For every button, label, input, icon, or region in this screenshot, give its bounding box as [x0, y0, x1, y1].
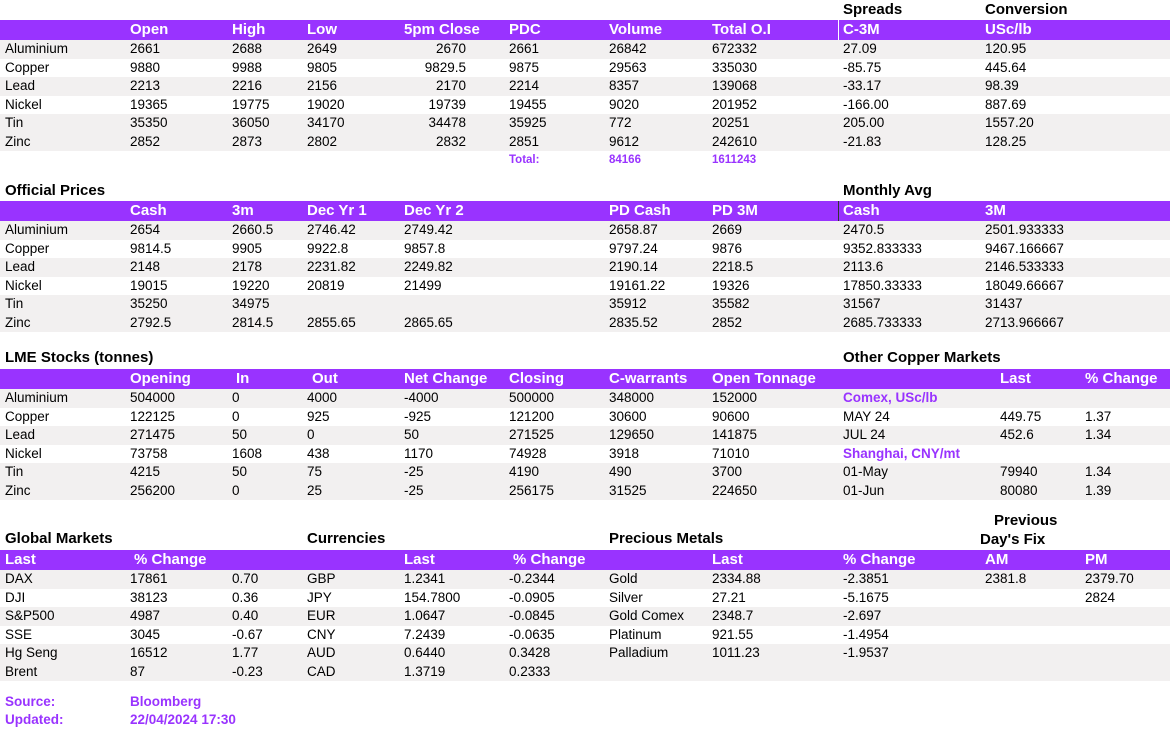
metals-cell-c-3m: -85.75: [843, 59, 882, 75]
stocks-cell-in: 0: [232, 482, 240, 498]
official-cell-metal: Nickel: [5, 277, 42, 293]
fix-cell-pm: 2379.70: [1085, 571, 1134, 586]
col-in: In: [236, 370, 250, 387]
source-label: Source:: [5, 694, 56, 709]
source-value: Bloomberg: [130, 694, 202, 709]
global-cell-index: SSE: [5, 626, 33, 642]
stocks-cell-opening: 271475: [130, 427, 176, 442]
official-cell-pd-3m: 9876: [712, 240, 743, 256]
metals-cell-volume: 9020: [609, 96, 640, 112]
precious-cell-change: -5.1675: [843, 589, 889, 605]
fix-cell-pm: 2824: [1085, 589, 1116, 605]
col-pdc: PDC: [509, 21, 541, 38]
precious-cell-change: -2.697: [843, 608, 882, 623]
col-out: Out: [312, 370, 338, 387]
precious-cell-metal: Palladium: [609, 645, 669, 660]
fx-cell-currency: CAD: [307, 663, 336, 679]
global-cell-last: 16512: [130, 645, 168, 660]
metals-cell-pdc: 2851: [509, 133, 540, 149]
official-cell-monthly-3m: 18049.66667: [985, 277, 1064, 293]
stocks-cell-closing: 121200: [509, 408, 555, 424]
col-c-warrants: C-warrants: [609, 370, 688, 387]
precious-cell-metal: Gold Comex: [609, 608, 685, 623]
fx-cell-last: 1.2341: [404, 571, 446, 586]
metals-cell-total-oi: 335030: [712, 59, 758, 75]
official-cell-metal: Copper: [5, 240, 50, 256]
metals-cell-total-oi: 20251: [712, 115, 750, 130]
metals-cell-low: 2156: [307, 78, 338, 93]
global-cell-index: DAX: [5, 571, 33, 586]
official-cell-dec-yr-1: 2231.82: [307, 259, 356, 274]
stocks-cell-open-tonnage: 71010: [712, 445, 750, 461]
stocks-cell-closing: 4190: [509, 464, 540, 479]
official-cell-3m: 19220: [232, 277, 270, 293]
spreads-title: Spreads: [843, 1, 903, 18]
official-cell-pd-cash: 2658.87: [609, 222, 658, 237]
official-cell-cash: 35250: [130, 296, 168, 311]
stocks-cell-out: 75: [307, 464, 323, 479]
stocks-cell-out: 25: [307, 482, 323, 498]
stocks-cell-in: 0: [232, 408, 240, 424]
stocks-cell-open-tonnage: 3700: [712, 464, 743, 479]
metals-cell-open: 2661: [130, 41, 161, 56]
col-net-change: Net Change: [404, 370, 488, 387]
precious-cell-metal: Platinum: [609, 626, 662, 642]
global-cell-change: 0.36: [232, 589, 259, 605]
precious-cell-last: 1011.23: [712, 645, 760, 660]
fx-cell-currency: AUD: [307, 645, 336, 660]
metals-cell-metal: Aluminium: [5, 41, 69, 56]
fx-cell-change: 0.2333: [509, 663, 551, 679]
stocks-cell-in: 0: [232, 390, 240, 405]
metals-cell-open: 2213: [130, 78, 161, 93]
col-usc-lb: USc/lb: [985, 21, 1032, 38]
fx-cell-currency: JPY: [307, 589, 332, 605]
metals-cell-metal: Lead: [5, 78, 36, 93]
official-cell-monthly-cash: 17850.33333: [843, 277, 922, 293]
official-cell-pd-cash: 19161.22: [609, 277, 666, 293]
stocks-cell-c-warrants: 3918: [609, 445, 640, 461]
total-volume: 84166: [609, 154, 641, 166]
col-copper-change: % Change: [1085, 370, 1158, 387]
row-shade: [0, 644, 1170, 663]
official-cell-monthly-3m: 2713.966667: [985, 314, 1064, 330]
stocks-cell-out: 0: [307, 427, 315, 442]
official-cell-3m: 9905: [232, 240, 263, 256]
official-cell-cash: 9814.5: [130, 240, 172, 256]
official-cell-monthly-cash: 2685.733333: [843, 314, 922, 330]
global-cell-last: 17861: [130, 571, 168, 586]
header-divider: [838, 20, 839, 40]
col-fx-last: Last: [404, 551, 435, 568]
stocks-cell-c-warrants: 129650: [609, 427, 655, 442]
metals-cell-c-3m: 205.00: [843, 115, 885, 130]
global-cell-index: Hg Seng: [5, 645, 58, 660]
stocks-cell-in: 50: [232, 427, 248, 442]
copper-cell-last: 80080: [1000, 482, 1038, 498]
col-pd-cash: PD Cash: [609, 202, 671, 219]
metals-cell-low: 19020: [307, 96, 345, 112]
col-precious-last: Last: [712, 551, 743, 568]
official-cell-monthly-cash: 9352.833333: [843, 240, 922, 256]
official-cell-pd-3m: 2852: [712, 314, 743, 330]
global-cell-last: 38123: [130, 589, 168, 605]
metals-cell-high: 2873: [232, 133, 263, 149]
official-cell-dec-yr-1: 2746.42: [307, 222, 356, 237]
fx-cell-change: -0.0635: [509, 626, 555, 642]
official-cell-3m: 2814.5: [232, 314, 274, 330]
fx-cell-currency: CNY: [307, 626, 336, 642]
official-cell-cash: 2792.5: [130, 314, 172, 330]
metals-cell-close: 2170: [435, 78, 466, 93]
official-cell-3m: 2178: [232, 259, 263, 274]
fx-cell-last: 1.3719: [404, 663, 446, 679]
metals-cell-pdc: 2661: [509, 41, 540, 56]
metals-cell-usc-lb: 887.69: [985, 96, 1027, 112]
stocks-cell-closing: 271525: [509, 427, 555, 442]
stocks-cell-opening: 4215: [130, 464, 161, 479]
official-cell-metal: Lead: [5, 259, 36, 274]
metals-cell-total-oi: 242610: [712, 133, 758, 149]
lme-stocks-title: LME Stocks (tonnes): [5, 349, 154, 366]
total-label: Total:: [509, 154, 540, 166]
metals-cell-total-oi: 201952: [712, 96, 758, 112]
stocks-cell-opening: 73758: [130, 445, 168, 461]
fx-cell-last: 0.6440: [404, 645, 446, 660]
fix-title-line2: Day's Fix: [980, 531, 1046, 548]
global-cell-last: 4987: [130, 608, 161, 623]
official-cell-monthly-cash: 2113.6: [843, 259, 884, 274]
copper-cell-change: 1.34: [1085, 427, 1112, 442]
copper-cell-change: 1.39: [1085, 482, 1112, 498]
metals-cell-close: 2832: [435, 133, 466, 149]
global-cell-change: 1.77: [232, 645, 259, 660]
col-total-oi: Total O.I: [712, 21, 771, 38]
metals-cell-open: 19365: [130, 96, 168, 112]
stocks-cell-metal: Nickel: [5, 445, 42, 461]
official-cell-pd-cash: 2835.52: [609, 314, 658, 330]
stocks-cell-opening: 122125: [130, 408, 176, 424]
col-monthly-3m: 3M: [985, 202, 1006, 219]
stocks-cell-opening: 504000: [130, 390, 176, 405]
col-high: High: [232, 21, 266, 38]
col-dec-yr-1: Dec Yr 1: [307, 202, 367, 219]
stocks-cell-metal: Copper: [5, 408, 50, 424]
fix-title-line1: Previous: [994, 512, 1058, 529]
metals-cell-low: 34170: [307, 115, 345, 130]
stocks-cell-net-change: -925: [404, 408, 432, 424]
col-5pm-close: 5pm Close: [404, 21, 480, 38]
stocks-cell-net-change: -4000: [404, 390, 439, 405]
stocks-cell-open-tonnage: 224650: [712, 482, 758, 498]
metals-cell-high: 9988: [232, 59, 263, 75]
stocks-cell-metal: Aluminium: [5, 390, 69, 405]
col-precious-change: % Change: [843, 551, 916, 568]
official-cell-monthly-3m: 2501.933333: [985, 222, 1064, 237]
precious-cell-change: -1.4954: [843, 626, 889, 642]
metals-cell-high: 19775: [232, 96, 270, 112]
row-shade: [0, 481, 1170, 500]
metals-cell-open: 35350: [130, 115, 168, 130]
official-cell-pd-cash: 35912: [609, 296, 647, 311]
official-cell-pd-3m: 2218.5: [712, 259, 754, 274]
stocks-cell-c-warrants: 348000: [609, 390, 655, 405]
official-cell-pd-3m: 19326: [712, 277, 750, 293]
stocks-cell-out: 438: [307, 445, 330, 461]
stocks-cell-opening: 256200: [130, 482, 176, 498]
metals-cell-usc-lb: 98.39: [985, 78, 1019, 93]
global-cell-index: S&P500: [5, 608, 55, 623]
global-cell-change: -0.67: [232, 626, 263, 642]
precious-cell-last: 921.55: [712, 626, 754, 642]
metals-cell-total-oi: 139068: [712, 78, 758, 93]
metals-cell-open: 2852: [130, 133, 161, 149]
stocks-cell-in: 1608: [232, 445, 263, 461]
official-cell-dec-yr-2: 2865.65: [404, 314, 453, 330]
fx-cell-last: 7.2439: [404, 626, 446, 642]
official-cell-monthly-cash: 2470.5: [843, 222, 885, 237]
fx-cell-change: 0.3428: [509, 645, 551, 660]
official-cell-monthly-cash: 31567: [843, 296, 881, 311]
metals-cell-metal: Nickel: [5, 96, 42, 112]
fx-cell-change: -0.0845: [509, 608, 555, 623]
col-opening: Opening: [130, 370, 191, 387]
global-cell-index: DJI: [5, 589, 26, 605]
monthly-avg-title: Monthly Avg: [843, 182, 932, 199]
metals-cell-c-3m: -166.00: [843, 96, 889, 112]
official-cell-metal: Aluminium: [5, 222, 69, 237]
row-shade: [0, 426, 1170, 445]
metals-cell-volume: 772: [609, 115, 632, 130]
official-cell-cash: 19015: [130, 277, 168, 293]
official-cell-metal: Zinc: [5, 314, 31, 330]
official-cell-dec-yr-2: 2749.42: [404, 222, 453, 237]
official-cell-monthly-3m: 31437: [985, 296, 1023, 311]
other-copper-title: Other Copper Markets: [843, 349, 1001, 366]
stocks-cell-metal: Tin: [5, 464, 24, 479]
col-3m: 3m: [232, 202, 254, 219]
stocks-cell-net-change: 50: [404, 427, 420, 442]
metals-cell-usc-lb: 128.25: [985, 133, 1027, 149]
metals-cell-metal: Zinc: [5, 133, 31, 149]
metals-cell-low: 2802: [307, 133, 338, 149]
official-cell-monthly-3m: 9467.166667: [985, 240, 1064, 256]
fx-cell-currency: EUR: [307, 608, 336, 623]
stocks-cell-closing: 256175: [509, 482, 555, 498]
total-oi: 1611243: [712, 154, 757, 166]
col-open: Open: [130, 21, 169, 38]
header-divider: [838, 201, 839, 221]
copper-cell-change: 1.37: [1085, 408, 1112, 424]
official-cell-monthly-3m: 2146.533333: [985, 259, 1064, 274]
col-dec-yr-2: Dec Yr 2: [404, 202, 464, 219]
official-cell-pd-3m: 35582: [712, 296, 750, 311]
global-markets-title: Global Markets: [5, 530, 113, 547]
stocks-cell-c-warrants: 490: [609, 464, 632, 479]
copper-cell-market: 01-May: [843, 464, 889, 479]
precious-metals-title: Precious Metals: [609, 530, 724, 547]
stocks-cell-metal: Zinc: [5, 482, 31, 498]
fx-cell-currency: GBP: [307, 571, 336, 586]
official-cell-3m: 2660.5: [232, 222, 274, 237]
metals-cell-total-oi: 672332: [712, 41, 758, 56]
copper-cell-market: 01-Jun: [843, 482, 885, 498]
precious-cell-metal: Silver: [609, 589, 643, 605]
metals-cell-usc-lb: 120.95: [985, 41, 1027, 56]
metals-cell-pdc: 35925: [509, 115, 547, 130]
copper-cell-market: JUL 24: [843, 427, 886, 442]
official-cell-pd-cash: 9797.24: [609, 240, 658, 256]
metals-cell-pdc: 2214: [509, 78, 540, 93]
global-cell-change: 0.70: [232, 571, 259, 586]
row-shade: [0, 662, 1170, 681]
copper-cell-last: 449.75: [1000, 408, 1042, 424]
metals-cell-c-3m: -21.83: [843, 133, 882, 149]
fix-cell-am: 2381.8: [985, 571, 1027, 586]
copper-cell-last: 79940: [1000, 464, 1038, 479]
precious-cell-last: 2334.88: [712, 571, 761, 586]
row-shade: [0, 389, 1170, 408]
copper-cell-market: Comex, USc/lb: [843, 390, 938, 405]
col-volume: Volume: [609, 21, 663, 38]
metals-cell-close: 19739: [428, 96, 466, 112]
precious-cell-last: 2348.7: [712, 608, 754, 623]
col-low: Low: [307, 21, 337, 38]
official-cell-dec-yr-2: 21499: [404, 277, 442, 293]
col-global-last: Last: [5, 551, 36, 568]
stocks-cell-open-tonnage: 90600: [712, 408, 750, 424]
copper-cell-change: 1.34: [1085, 464, 1112, 479]
precious-cell-last: 27.21: [712, 589, 746, 605]
metals-cell-metal: Copper: [5, 59, 50, 75]
stocks-cell-net-change: -25: [404, 464, 424, 479]
official-cell-dec-yr-1: 9922.8: [307, 240, 349, 256]
stocks-cell-c-warrants: 30600: [609, 408, 647, 424]
metals-cell-c-3m: 27.09: [843, 41, 877, 56]
stocks-cell-metal: Lead: [5, 427, 36, 442]
precious-cell-change: -2.3851: [843, 571, 889, 586]
col-fix-am: AM: [985, 551, 1009, 568]
metals-cell-usc-lb: 1557.20: [985, 115, 1034, 130]
metals-cell-volume: 26842: [609, 41, 647, 56]
official-cell-pd-cash: 2190.14: [609, 259, 658, 274]
official-prices-title: Official Prices: [5, 182, 106, 199]
stocks-cell-c-warrants: 31525: [609, 482, 647, 498]
copper-cell-last: 452.6: [1000, 427, 1034, 442]
stocks-cell-open-tonnage: 141875: [712, 427, 758, 442]
official-cell-cash: 2654: [130, 222, 161, 237]
col-fix-pm: PM: [1085, 551, 1108, 568]
official-cell-dec-yr-2: 2249.82: [404, 259, 453, 274]
metals-cell-high: 36050: [232, 115, 270, 130]
col-cash: Cash: [130, 202, 167, 219]
precious-cell-change: -1.9537: [843, 645, 889, 660]
fx-cell-last: 154.7800: [404, 589, 461, 605]
metals-cell-pdc: 19455: [509, 96, 547, 112]
fx-cell-change: -0.0905: [509, 589, 555, 605]
metals-cell-low: 9805: [307, 59, 338, 75]
copper-cell-market: MAY 24: [843, 408, 890, 424]
stocks-cell-net-change: 1170: [404, 445, 434, 461]
col-fx-change: % Change: [513, 551, 586, 568]
fx-cell-change: -0.2344: [509, 571, 555, 586]
updated-label: Updated:: [5, 712, 64, 727]
metals-cell-volume: 29563: [609, 59, 647, 75]
global-cell-change: 0.40: [232, 608, 259, 623]
global-cell-change: -0.23: [232, 663, 263, 679]
official-cell-dec-yr-1: 20819: [307, 277, 345, 293]
stocks-cell-in: 50: [232, 464, 248, 479]
metals-cell-close: 34478: [428, 115, 466, 130]
col-pd-3m: PD 3M: [712, 202, 758, 219]
conversion-title: Conversion: [985, 1, 1068, 18]
updated-value: 22/04/2024 17:30: [130, 712, 236, 727]
stocks-cell-out: 4000: [307, 390, 338, 405]
col-global-change: % Change: [134, 551, 207, 568]
stocks-cell-net-change: -25: [404, 482, 424, 498]
stocks-cell-open-tonnage: 152000: [712, 390, 758, 405]
official-cell-cash: 2148: [130, 259, 161, 274]
stocks-cell-closing: 500000: [509, 390, 555, 405]
fx-cell-last: 1.0647: [404, 608, 446, 623]
col-c-3m: C-3M: [843, 21, 880, 38]
official-cell-metal: Tin: [5, 296, 24, 311]
global-cell-last: 3045: [130, 626, 161, 642]
official-cell-3m: 34975: [232, 296, 270, 311]
metals-cell-open: 9880: [130, 59, 161, 75]
metals-cell-high: 2688: [232, 41, 263, 56]
copper-cell-market: Shanghai, CNY/mt: [843, 445, 961, 461]
global-cell-last: 87: [130, 663, 146, 679]
metals-cell-close: 2670: [435, 41, 466, 56]
metals-cell-low: 2649: [307, 41, 338, 56]
metals-cell-high: 2216: [232, 78, 263, 93]
col-monthly-cash: Cash: [843, 202, 880, 219]
global-cell-index: Brent: [5, 663, 38, 679]
official-cell-dec-yr-2: 9857.8: [404, 240, 446, 256]
official-cell-dec-yr-1: 2855.65: [307, 314, 356, 330]
metals-cell-metal: Tin: [5, 115, 24, 130]
col-copper-last: Last: [1000, 370, 1031, 387]
metals-cell-usc-lb: 445.64: [985, 59, 1027, 75]
metals-cell-close: 9829.5: [424, 59, 466, 75]
col-open-tonnage: Open Tonnage: [712, 370, 816, 387]
row-shade: [0, 463, 1170, 482]
stocks-cell-out: 925: [307, 408, 330, 424]
stocks-cell-closing: 74928: [509, 445, 547, 461]
precious-cell-metal: Gold: [609, 571, 638, 586]
metals-cell-c-3m: -33.17: [843, 78, 882, 93]
metals-cell-volume: 9612: [609, 133, 640, 149]
currencies-title: Currencies: [307, 530, 386, 547]
metals-cell-volume: 8357: [609, 78, 640, 93]
official-cell-pd-3m: 2669: [712, 222, 743, 237]
col-closing: Closing: [509, 370, 564, 387]
row-shade: [0, 607, 1170, 626]
metals-cell-pdc: 9875: [509, 59, 540, 75]
